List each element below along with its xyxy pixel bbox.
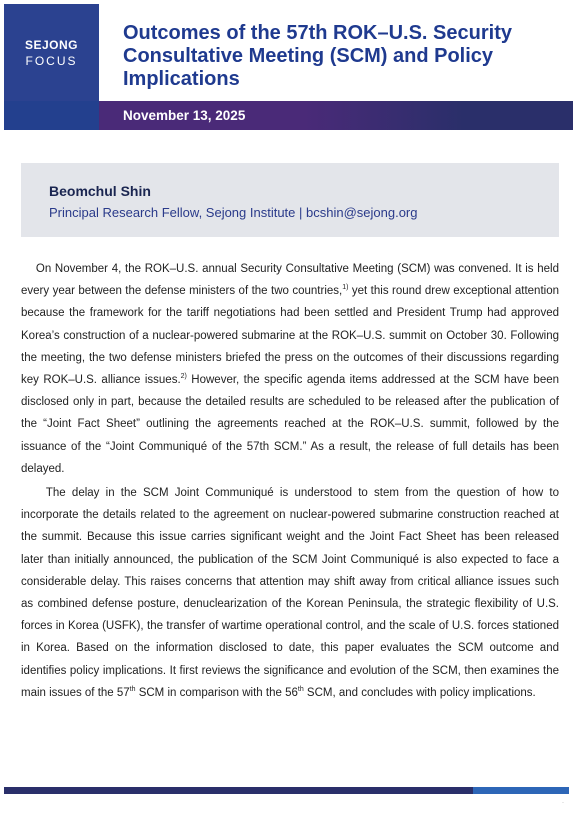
footnote-ref-1[interactable]: 1)	[342, 284, 349, 292]
page-mark: ·	[562, 800, 564, 806]
p2-text-a: The delay in the SCM Joint Communiqué is understood to stem from the question of how to incorporate the details related to the agreement on nuclear-powered submarine construction reached at the summit. Because this issue carries significant weight and the Joint Fact Sheet has been released later than initially announced, the publication of the SCM Joint Communiqué is also expected to face a considerable delay. This raises concerns that attention may shift away from critical alliance issues such as combined defense posture, denuclearization of the Korean Peninsula, the strategic flexibility of U.S. forces in Korea (USFK), the transfer of wartime operational control, and the scale of U.S. forces stationed in Korea. Based on the information disclosed to date, this paper evaluates the SCM outcome and identifies policy implications. It first reviews the significance and evolution of the SCM, then examines the main issues of the 57	[21, 487, 560, 699]
ordinal-suffix-1: th	[129, 686, 136, 693]
publication-date: November 13, 2025	[123, 108, 246, 123]
brand-line2: FOCUS	[25, 53, 78, 68]
p2-text-b: SCM in comparison with the 56	[135, 686, 298, 699]
author-box	[21, 163, 559, 237]
p2-text-c: SCM, and concludes with policy implications.	[303, 686, 536, 699]
p1-text-c: However, the specific agenda items addressed at the SCM have been disclosed only in part, because the detailed results are scheduled to be released after the publication of the “Joint Fact Sheet” outlining the agreements reached at the ROK–U.S. summit, followed by the issuance of the “Joint Communiqué of the 57th SCM.” As a result, the release of full details has been delayed.	[21, 374, 560, 475]
footer-bar	[4, 787, 569, 794]
author-name: Beomchul Shin	[49, 183, 151, 199]
ordinal-suffix-2: th	[297, 686, 304, 693]
body-paragraph-1	[21, 258, 559, 480]
footnote-ref-2[interactable]: 2)	[180, 373, 187, 381]
p1-text-a: On November 4, the ROK–U.S. annual Security Consultative Meeting (SCM) was convened. It is held every year between the defense ministers of the two countries,	[21, 263, 559, 298]
p1-text-b: yet this round drew exceptional attention because the framework for the tariff negotiations had been settled and President Trump had approved Korea’s construction of a nuclear-powered submarine at the ROK–U.S. summit on October 30. Following the meeting, the two defense ministers briefed the press on the outcomes of their discussions regarding key ROK–U.S. alliance issues.	[21, 285, 559, 387]
sejong-focus-logo	[4, 4, 99, 101]
brand-line1: SEJONG	[24, 37, 78, 52]
author-affiliation: Principal Research Fellow, Sejong Institute | bcshin@sejong.org	[49, 205, 418, 220]
date-bar	[4, 101, 573, 130]
body-paragraph-2	[21, 482, 559, 704]
page-title: Outcomes of the 57th ROK–U.S. Security Consultative Meeting (SCM) and Policy Implications	[123, 22, 512, 90]
